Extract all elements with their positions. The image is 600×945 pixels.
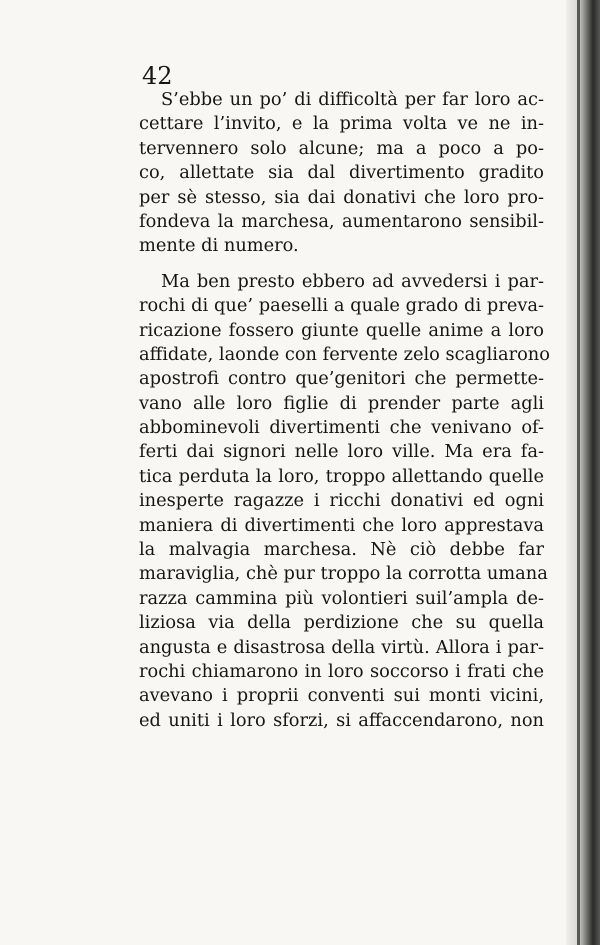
text-line: co, allettate sia dal divertimento gradito [139, 162, 544, 184]
text-line: apostrofi contro que’genitori che permette- [139, 368, 544, 390]
body-text [139, 88, 550, 733]
text-line: abbominevoli divertimenti che venivano of- [139, 417, 544, 439]
scan-border [566, 0, 600, 945]
text-line: tica perduta la loro, troppo allettando quelle [139, 465, 544, 487]
text-line: affidate, laonde con fervente zelo scagliarono [139, 343, 550, 365]
text-line: razza cammina più volontieri suil’ampla de- [139, 587, 544, 609]
text-line: ed uniti i loro sforzi, si affaccendarono, non [139, 709, 544, 731]
text-line: la malvagia marchesa. Nè ciò debbe far [139, 539, 544, 561]
paragraph-gap [139, 259, 544, 270]
page-number: 42 [142, 62, 173, 90]
text-line: liziosa via della perdizione che su quella [139, 612, 544, 634]
text-line: S’ebbe un po’ di difficoltà per far loro ac- [161, 89, 544, 110]
text-line: mente di numero. [139, 235, 299, 257]
text-line: avevano i proprii conventi sui monti vicini, [139, 685, 544, 707]
text-line: rochi di que’ paeselli a quale grado di preva- [139, 295, 544, 317]
text-line: Ma ben presto ebbero ad avvedersi i par- [161, 270, 544, 292]
text-line: rochi chiamarono in loro soccorso i frati che [139, 660, 544, 682]
text-line: cettare l’invito, e la prima volta ve ne in- [139, 113, 544, 135]
text-line: inesperte ragazze i ricchi donativi ed ogni [139, 490, 544, 512]
paragraph-1 [139, 88, 544, 259]
text-line: maniera di divertimenti che loro apprestava [139, 514, 544, 536]
text-line: maraviglia, chè pur troppo la corrotta umana [139, 563, 548, 585]
text-line: vano alle loro figlie di prender parte agli [139, 392, 544, 414]
text-line: angusta e disastrosa della virtù. Allora i par- [139, 636, 544, 658]
text-line: tervennero solo alcune; ma a poco a po- [139, 137, 544, 159]
text-line: per sè stesso, sia dai donativi che loro pro- [139, 186, 544, 208]
text-line: fondeva la marchesa, aumentarono sensibil- [139, 210, 544, 232]
text-line: ricazione fossero giunte quelle anime a loro [139, 319, 544, 341]
scan-border-line [577, 0, 580, 945]
paragraph-2 [139, 270, 550, 733]
text-line: ferti dai signori nelle loro ville. Ma era fa- [139, 441, 544, 463]
